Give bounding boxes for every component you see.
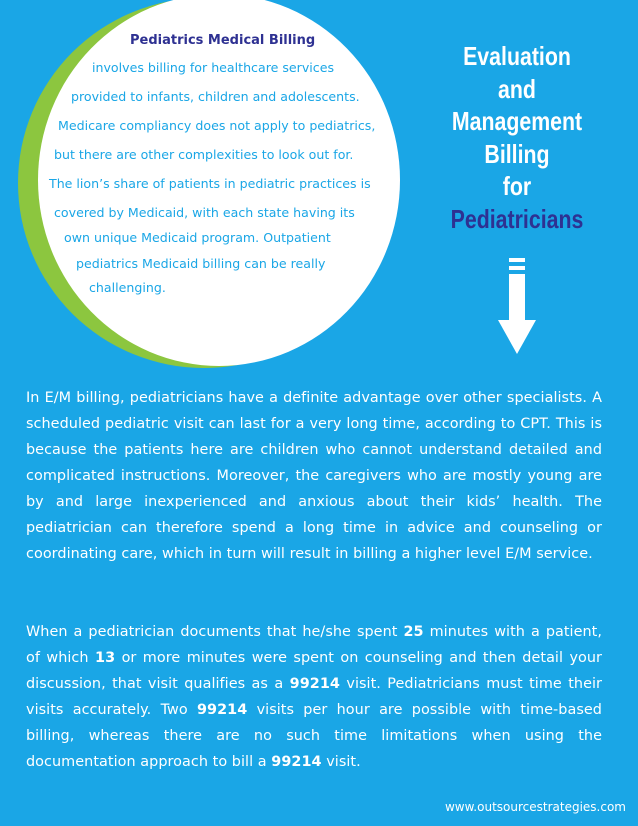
page-headline [447,40,586,235]
down-arrow-icon [498,258,536,356]
circle-text-line: involves billing for healthcare services [92,60,335,75]
headline-line: Evaluation [463,41,571,71]
headline-line: and [498,73,536,104]
body-paragraph-2: When a pediatrician documents that he/she spent 25 minutes with a patient, of which 13 or more minutes were spent on counseling and then detail your discussion, that visit qualifies as a 99214 visit. Pediatricians must time their visits accurately. Two 99214 visits per hour are possible with time-based billing, whereas there are no such time limitations when using the documentation approach to bill a 99214 visit. [26,624,603,770]
circle-text-line: own unique Medicaid program. Outpatient [64,230,331,245]
circle-text-line: but there are other complexities to look out for. [54,147,354,162]
headline-line: Management [451,106,583,136]
circle-text-line: pediatrics Medicaid billing can be really [76,256,326,271]
headline-line: Billing [484,138,550,169]
highlight-code: 99214 [196,702,248,718]
circle-title: Pediatrics Medical Billing [130,33,316,48]
headline-accent: Pediatricians [450,203,584,234]
website-link[interactable]: www.outsourcestrategies.com [444,800,626,814]
body-paragraph-1: In E/M billing, pediatricians have a definite advantage over other specialists. A scheduled pediatric visit can last for a very long time, according to CPT. This is because the patients here are children who cannot understand detailed and complicated instructions. Moreover, the caregivers who are mostly young are by and large inexperienced and anxious about their kids’ health. The pediatrician can therefore spend a long time in advice and counseling or coordinating care, which in turn will result in billing a higher level E/M service. [26,390,602,562]
circle-text-line: Medicare compliancy does not apply to pediatrics, [58,118,376,133]
highlight-number: 13 [95,650,116,666]
circle-text-line: challenging. [89,280,166,295]
circle-text-line: The lion’s share of patients in pediatric practices is [49,176,371,191]
headline-line: for [502,171,532,201]
circle-text-line: provided to infants, children and adolescents. [71,89,360,104]
circle-text-line: covered by Medicaid, with each state having its [54,205,355,220]
highlight-code: 99214 [289,676,340,692]
highlight-number: 25 [403,624,424,640]
highlight-code: 99214 [271,754,322,770]
